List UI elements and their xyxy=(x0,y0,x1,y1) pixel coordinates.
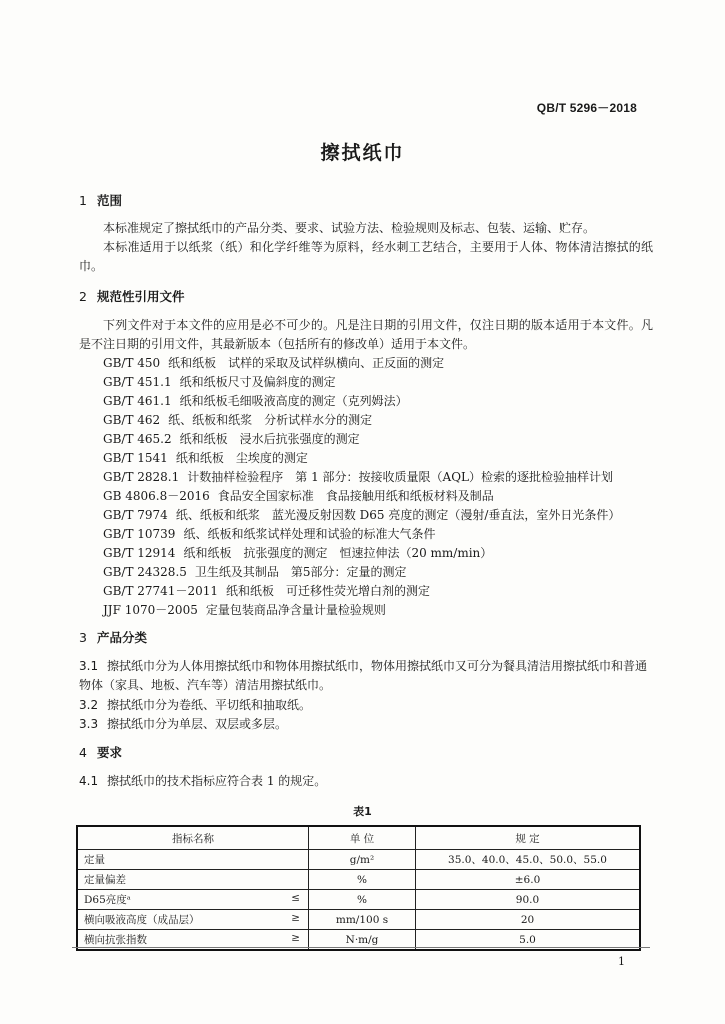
reference-title: 定量包装商品净含量计量检验规则 xyxy=(205,603,386,617)
clause-number: 3.3 xyxy=(79,717,99,731)
unit-cell: mm/100 s xyxy=(309,910,416,930)
comparison-operator: ≥ xyxy=(291,912,300,924)
unit-cell: N·m/g xyxy=(309,930,416,951)
reference-item xyxy=(103,373,620,392)
column-header: 单 位 xyxy=(309,826,416,850)
section-classification-heading xyxy=(79,628,147,646)
reference-title: 纸和纸板毛细吸液高度的测定（克列姆法） xyxy=(179,394,408,408)
indicator-name xyxy=(77,890,309,910)
clause-text: 擦拭纸巾分为单层、双层或多层。 xyxy=(107,717,288,731)
section-requirements-heading xyxy=(79,743,122,761)
reference-code: GB/T 7974 xyxy=(103,508,168,522)
reference-item xyxy=(103,487,620,506)
reference-title: 卫生纸及其制品 第5部分：定量的测定 xyxy=(194,565,407,579)
section-scope-heading xyxy=(79,191,122,209)
reference-code: GB/T 10739 xyxy=(103,527,176,541)
references-intro: 下列文件对于本文件的应用是必不可少的。凡是注日期的引用文件，仅注日期的版本适用于本文件。凡是不注日期的引用文件，其最新版本（包括所有的修改单）适用于本文件。 xyxy=(79,318,653,351)
section-title: 规范性引用文件 xyxy=(97,289,185,304)
column-header: 指标名称 xyxy=(77,826,309,850)
reference-code: GB/T 1541 xyxy=(103,451,168,465)
section-title: 产品分类 xyxy=(97,630,148,645)
table-row xyxy=(77,910,640,930)
clause-3-1 xyxy=(79,657,653,695)
reference-item xyxy=(103,544,620,563)
value-cell: 35.0、40.0、45.0、50.0、55.0 xyxy=(416,850,641,870)
reference-list xyxy=(103,354,620,620)
document-title: 擦拭纸巾 xyxy=(320,142,405,164)
reference-code: GB/T 12914 xyxy=(103,546,176,560)
indicator-name xyxy=(77,910,309,930)
clause-3-3 xyxy=(79,715,653,734)
reference-item xyxy=(103,430,620,449)
reference-item xyxy=(103,601,620,620)
reference-item xyxy=(103,354,620,373)
reference-code: GB 4806.8－2016 xyxy=(103,489,210,503)
reference-code: GB/T 2828.1 xyxy=(103,470,180,484)
column-header: 规 定 xyxy=(416,826,641,850)
value-cell: 5.0 xyxy=(416,930,641,951)
value-cell: 90.0 xyxy=(416,890,641,910)
section-number: 1 xyxy=(79,193,87,208)
page-number: 1 xyxy=(618,955,625,968)
reference-item xyxy=(103,506,620,525)
reference-code: GB/T 462 xyxy=(103,413,161,427)
value-cell: ±6.0 xyxy=(416,870,641,890)
scope-paragraph-2: 本标准适用于以纸浆（纸）和化学纤维等为原料，经水刺工艺结合，主要用于人体、物体清洁擦拭的纸巾。 xyxy=(79,240,653,273)
clause-text: 擦拭纸巾分为人体用擦拭纸巾和物体用擦拭纸巾，物体用擦拭纸巾又可分为餐具清洁用擦拭纸巾和普通物体（家具、地板、汽车等）清洁用擦拭纸巾。 xyxy=(79,659,648,692)
indicator-label: 横向抗张指数 xyxy=(84,934,147,946)
unit-cell: g/m² xyxy=(309,850,416,870)
reference-item xyxy=(103,449,620,468)
indicator-label: 定量 xyxy=(84,854,105,866)
indicator-label: D65亮度ᵃ xyxy=(84,894,131,906)
reference-title: 纸和纸板尺寸及偏斜度的测定 xyxy=(179,375,336,389)
reference-title: 纸、纸板和纸浆试样处理和试验的标准大气条件 xyxy=(183,527,436,541)
reference-item xyxy=(103,525,620,544)
indicator-name xyxy=(77,850,309,870)
clause-text: 擦拭纸巾分为卷纸、平切纸和抽取纸。 xyxy=(107,698,312,712)
indicator-label: 横向吸液高度（成品层） xyxy=(84,914,200,926)
comparison-operator: ≥ xyxy=(291,932,300,944)
table-caption: 表1 xyxy=(353,805,372,818)
unit-cell: % xyxy=(309,890,416,910)
standard-number: QB/T 5296－2018 xyxy=(536,101,637,115)
section-number: 3 xyxy=(79,630,87,645)
comparison-operator: ≤ xyxy=(291,892,300,904)
reference-item xyxy=(103,582,620,601)
spec-table xyxy=(76,825,641,951)
section-number: 2 xyxy=(79,289,87,304)
table-row xyxy=(77,850,640,870)
reference-code: GB/T 450 xyxy=(103,356,161,370)
reference-title: 食品安全国家标准 食品接触用纸和纸板材料及制品 xyxy=(217,489,494,503)
reference-title: 纸和纸板 试样的采取及试样纵横向、正反面的测定 xyxy=(168,356,445,370)
reference-title: 纸、纸板和纸浆 蓝光漫反射因数 D65 亮度的测定（漫射/垂直法，室外日光条件） xyxy=(175,508,621,522)
reference-title: 纸和纸板 浸水后抗张强度的测定 xyxy=(179,432,360,446)
reference-title: 纸和纸板 抗张强度的测定 恒速拉伸法（20 mm/min） xyxy=(183,546,493,560)
reference-title: 计数抽样检验程序 第 1 部分：按接收质量限（AQL）检索的逐批检验抽样计划 xyxy=(187,470,614,484)
clause-4-1 xyxy=(79,772,653,791)
indicator-name xyxy=(77,870,309,890)
clause-3-2 xyxy=(79,696,653,715)
section-number: 4 xyxy=(79,745,87,760)
reference-code: GB/T 451.1 xyxy=(103,375,172,389)
table-header-row xyxy=(77,826,640,850)
reference-item xyxy=(103,411,620,430)
reference-item xyxy=(103,392,620,411)
reference-title: 纸、纸板和纸浆 分析试样水分的测定 xyxy=(168,413,373,427)
reference-item xyxy=(103,468,620,487)
indicator-label: 定量偏差 xyxy=(84,874,126,886)
unit-cell: % xyxy=(309,870,416,890)
value-cell: 20 xyxy=(416,910,641,930)
reference-title: 纸和纸板 可迁移性荧光增白剂的测定 xyxy=(225,584,430,598)
scope-paragraph-1: 本标准规定了擦拭纸巾的产品分类、要求、试验方法、检验规则及标志、包装、运输、贮存。 xyxy=(103,221,596,235)
table-row xyxy=(77,890,640,910)
reference-code: GB/T 465.2 xyxy=(103,432,172,446)
reference-code: GB/T 27741－2011 xyxy=(103,584,218,598)
clause-number: 3.1 xyxy=(79,659,99,673)
reference-code: GB/T 24328.5 xyxy=(103,565,187,579)
section-title: 要求 xyxy=(97,745,123,760)
table-row xyxy=(77,870,640,890)
section-title: 范围 xyxy=(97,193,123,208)
reference-code: GB/T 461.1 xyxy=(103,394,172,408)
clause-number: 4.1 xyxy=(79,774,99,788)
footer-divider xyxy=(72,947,650,948)
reference-item xyxy=(103,563,620,582)
reference-title: 纸和纸板 尘埃度的测定 xyxy=(175,451,308,465)
clause-text: 擦拭纸巾的技术指标应符合表 1 的规定。 xyxy=(107,774,327,788)
reference-code: JJF 1070－2005 xyxy=(103,603,198,617)
section-references-heading xyxy=(79,287,185,305)
clause-number: 3.2 xyxy=(79,698,99,712)
